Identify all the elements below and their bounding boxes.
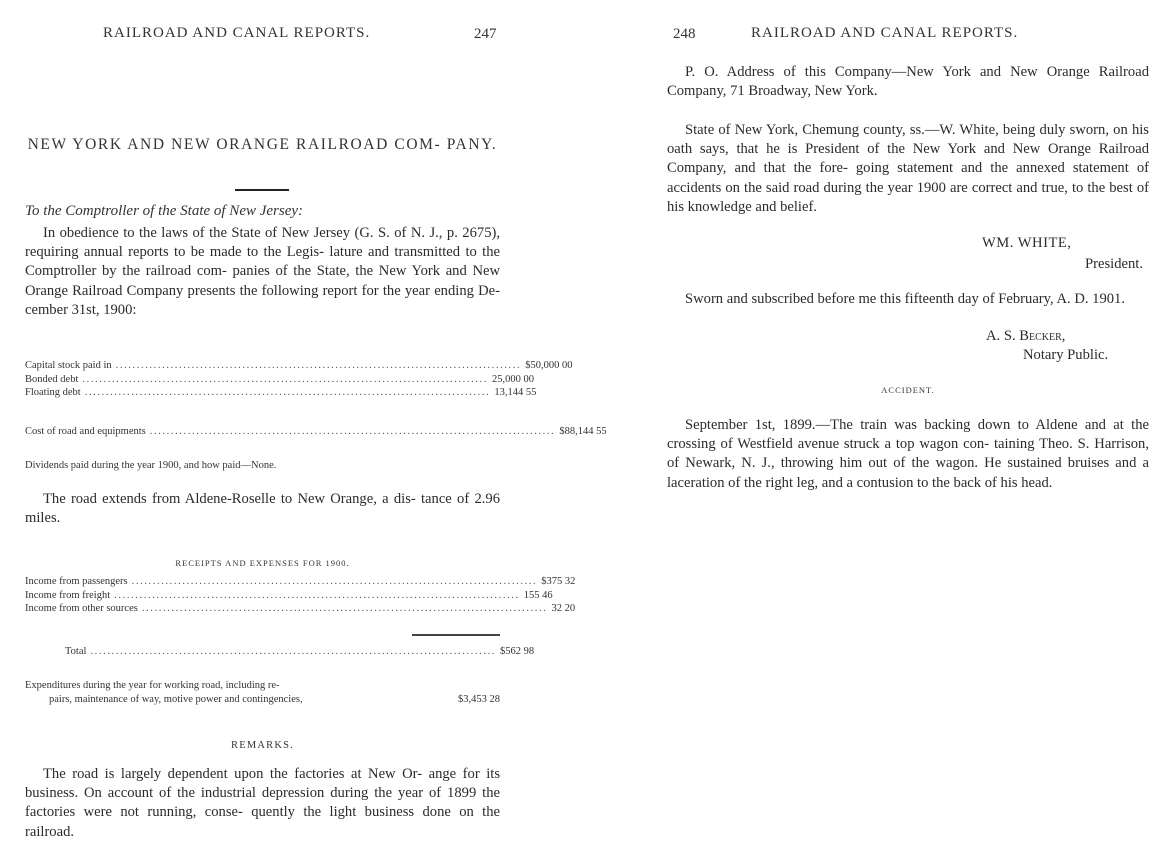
leader-dots: ................................................................................................ [141,603,548,615]
ledger-row [25,576,576,590]
running-head: RAILROAD AND CANAL REPORTS. [103,25,371,41]
ledger-row [25,694,500,708]
ledger-row [25,680,500,694]
total-rule [412,634,500,636]
ledger-amount: $562 98 [500,646,535,657]
ledger-amount: 32 20 [551,603,576,615]
ledger-row [25,646,535,660]
ledger-amount: $3,453 28 [458,693,500,705]
expenditures-line-2: pairs, maintenance of way, motive power and contingencies, [49,693,303,705]
ledger-label: Income from freight [25,589,111,601]
income-ledger [25,576,576,617]
ledger-amount: 155 46 [523,589,553,601]
leader-dots: ................................................................................................ [82,373,488,385]
ledger-amount: $375 32 [541,576,576,587]
sworn-paragraph: Sworn and subscribed before me this fifteenth day of February, A. D. 1901. [685,291,1126,307]
signature-title: President. [1085,256,1143,272]
notary-name: A. S. Becker, [986,328,1066,344]
page-number: 247 [474,26,497,42]
right-page [585,0,1170,851]
leader-dots: ................................................................................................ [114,589,520,601]
leader-dots: ................................................................................................ [131,576,538,587]
remarks-heading: REMARKS. [231,740,294,751]
accident-heading: ACCIDENT. [881,385,935,395]
affidavit-paragraph: State of New York, Chemung county, ss.—W. White, being duly sworn, on his oath says, that he is President of the New York and New Orange Railroad Company, and that the fore- going statement and the annexed statement of accidents on the said road during the year 1900 are correct and true, to the best of his knowledge and belief. [667,122,1149,215]
leader-dots: ................................................................................................ [115,360,522,371]
dividends-note: Dividends paid during the year 1900, and how paid—None. [25,460,277,471]
ledger-amount: $88,144 55 [559,426,607,437]
page-number: 248 [673,26,696,42]
ledger-label: Income from other sources [25,603,138,615]
ledger-amount: 25,000 00 [491,373,534,385]
company-title: NEW YORK AND NEW ORANGE RAILROAD COM- PANY. [27,136,498,153]
remarks-paragraph: The road is largely dependent upon the factories at New Or- ange for its business. On account of the industrial depression during the year of 1899 the factories were not running, conse- quently the light business done on the railroad. [25,766,500,840]
signature-name: WM. WHITE, [982,235,1072,251]
ledger-amount: 13,144 55 [494,387,537,399]
ledger-label: Bonded debt [25,373,79,385]
ledger-row [25,603,576,617]
ledger-row [25,373,534,388]
ledger-label: Floating debt [25,387,81,399]
ledger-row [25,360,573,374]
title-rule [235,189,289,191]
intro-paragraph: In obedience to the laws of the State of New Jersey (G. S. of N. J., p. 2675), requiring annual reports to be made to the Legis- lature and transmitted to the Comptroller by the railroad com- panies of the State, the New York and New Orange Railroad Company presents the following report for the year ending De- cember 31st, 1900: [25,225,500,318]
total-ledger [25,646,535,660]
road-paragraph: The road extends from Aldene-Roselle to New Orange, a dis- tance of 2.96 miles. [25,491,500,527]
leader-dots: ................................................................................................ [90,646,497,657]
leader-dots: ................................................................................................ [149,426,556,437]
expenditures-line-1: Expenditures during the year for working road, including re- [25,680,280,691]
running-head: RAILROAD AND CANAL REPORTS. [751,25,1019,41]
ledger-label: Total [65,646,87,657]
ledger-row [25,589,553,604]
ledger-label: Income from passengers [25,576,128,587]
cost-ledger [25,426,607,440]
capital-ledger [25,360,573,401]
receipts-heading: RECEIPTS AND EXPENSES FOR 1900. [175,558,350,568]
leader-dots: ................................................................................................ [84,387,491,399]
expenditures-ledger [25,680,500,707]
ledger-amount: $50,000 00 [525,360,573,371]
notary-title: Notary Public. [1023,347,1109,363]
ledger-row [25,387,537,401]
ledger-label: Cost of road and equipments [25,426,146,437]
ledger-row [25,426,607,440]
accident-paragraph: September 1st, 1899.—The train was backing down to Aldene and at the crossing of Westfield avenue struck a top wagon con- taining Theo. S. Harrison, of Newark, N. J., throwing him out of the wagon. He sustained bruises and a laceration of the right leg, and a contusion to the back of his head. [667,417,1149,491]
salutation: To the Comptroller of the State of New Jersey: [25,203,304,219]
ledger-label: Capital stock paid in [25,360,112,371]
address-paragraph: P. O. Address of this Company—New York and New Orange Railroad Company, 71 Broadway, New York. [667,64,1149,100]
